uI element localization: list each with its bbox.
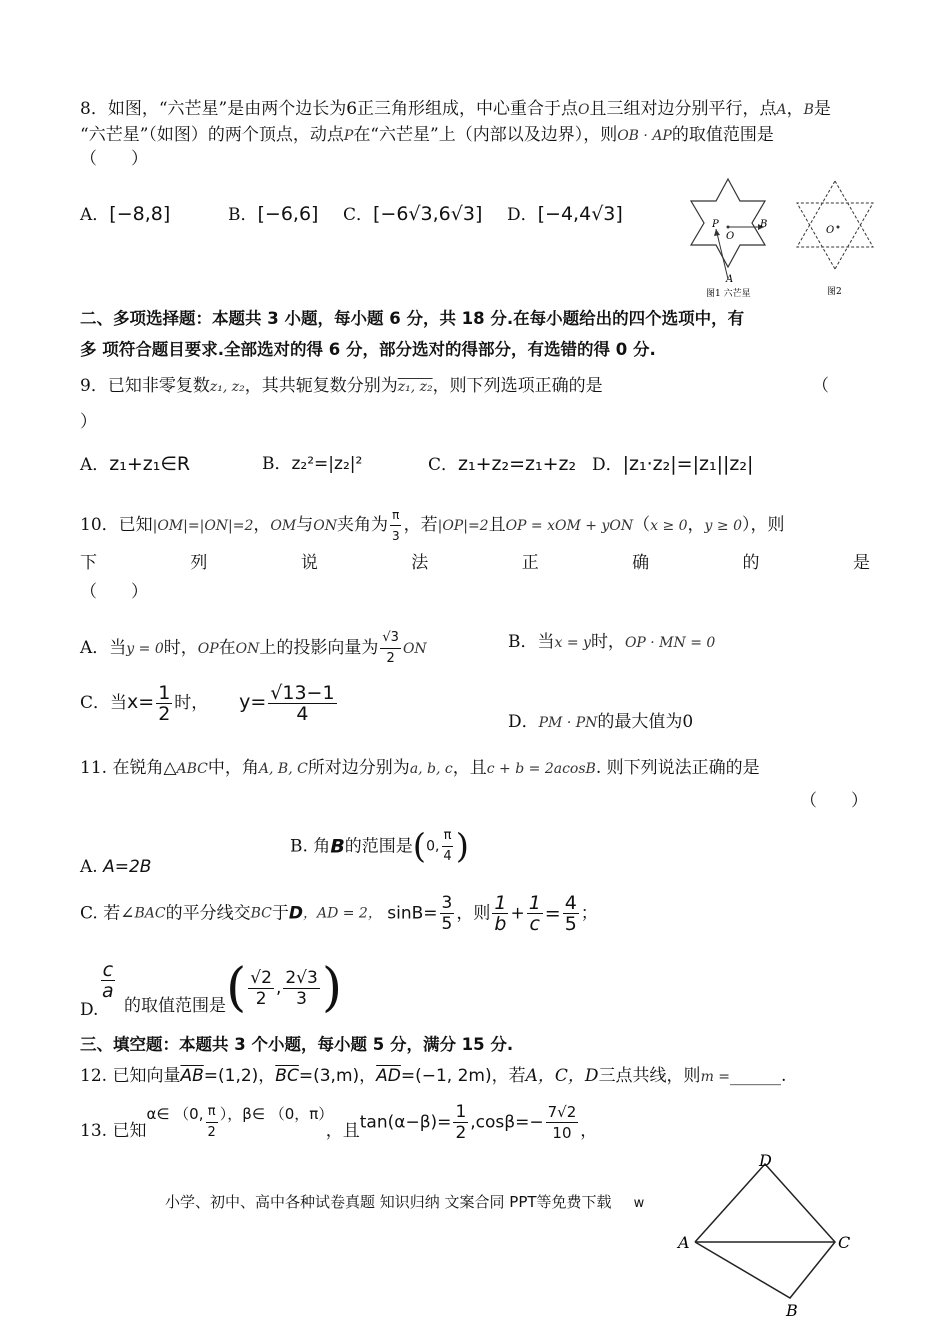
q12-answer-blank: ______.	[730, 1066, 787, 1086]
q9-option-a: A．z₁+z₁∈R	[80, 453, 191, 475]
section2-heading-line1: 二、多项选择题：本题共 3 小题，每小题 6 分，共 18 分.在每小题给出的四个选项中，有	[80, 309, 745, 328]
q8-paren: （ ）	[80, 149, 148, 169]
fig1-caption: 图1 六芒星	[706, 289, 751, 299]
q8-line2: “六芒星”（如图）的两个顶点，动点P在“六芒星”上（内部以及边界），则OB · AP的取值范围是	[80, 125, 774, 145]
q11-stem: 11. 在锐角△ABC中，角A, B, C所对边分别为a, b, c，且c + b = 2acosB. 则下列说法正确的是	[80, 758, 760, 778]
q11-option-c: C. 若∠BAC的平分线交BC于D，AD = 2， sinB= $\frac{3}{5}$ ，则 $\frac{1}{b}$ + $\frac{1}{c}$ = $\frac{4}{5}$ ；	[80, 892, 598, 935]
q10-spread-line: 下 列 说 法 正 确 的 是	[80, 553, 870, 573]
q10-option-d: D．PM · PN的最大值为0	[508, 712, 694, 732]
q9-paren-open: （	[812, 376, 829, 396]
q9-option-b: B．z₂²=|z₂|²	[262, 454, 363, 474]
q8-option-b: B．[−6,6]	[228, 203, 319, 225]
q10-stem: 10．已知|OM|=|ON|=2，OM与ON夹角为 $\frac{\pi}{3}$ ，若|OP|=2且OP = xOM + yON（x ≥ 0，y ≥ 0），则	[80, 505, 870, 546]
q10-paren: （ ）	[80, 582, 148, 602]
q11-option-d: $\frac{c}{a}$ D. 的取值范围是( $\frac{√2}{2}$ , $\frac{2√3}{3}$ )	[80, 958, 343, 1020]
section3-heading: 三、填空题：本题共 3 个小题，每小题 5 分，满分 15 分.	[80, 1035, 514, 1054]
q11-option-b: B. 角B的范围是(0, $\frac{\pi}{4}$ )	[290, 826, 469, 867]
q8-option-a: A．[−8,8]	[80, 203, 171, 225]
fig1-label-p: P	[712, 219, 719, 230]
fig1-label-a: A	[726, 274, 734, 285]
fig1-label-o: O	[726, 231, 735, 242]
fig2-caption: 图2	[827, 287, 842, 297]
section2-heading-line2: 多 项符合题目要求.全部选对的得 6 分，部分选对的得部分，有选错的得 0 分.	[80, 340, 656, 359]
hexagram-figure-2	[797, 181, 873, 297]
fig1-label-b: B	[760, 219, 768, 230]
hexagram-figure-1	[691, 179, 767, 299]
q10-option-c: C．当x= $\frac{1}{2}$ 时， y= $\frac{√13-1}{4}$	[80, 682, 335, 725]
fig-label-b: B	[786, 1301, 798, 1320]
q13-stem: 13. 已知α∈ （0, $\frac{\pi}{2}$ ），β∈ （0，π），且tan(α−β)= $\frac{1}{2}$ ,cosβ=− $\frac{7√2}{10}$ ，	[80, 1102, 598, 1143]
q8-option-d: D．[−4,4√3]	[507, 203, 623, 225]
hexagram-figures	[680, 175, 880, 300]
q10-option-b: B．当x = y时，OP · MN = 0	[508, 632, 716, 652]
quadrilateral-figure	[670, 1150, 870, 1320]
q8-option-c: C．[−6√3,6√3]	[343, 203, 483, 225]
footer-ad: 小学、初中、高中各种试卷真题 知识归纳 文案合同 PPT等免费下载 w	[165, 1193, 645, 1211]
q11-paren: （ ）	[800, 791, 868, 811]
q8-line1: 8．如图，“六芒星”是由两个边长为6正三角形组成，中心重合于点O且三组对边分别平行，点A，B是	[80, 99, 831, 119]
q9-stem: 9．已知非零复数z₁, z₂，其共轭复数分别为z₁, z₂，则下列选项正确的是	[80, 376, 603, 396]
fig-label-d: D	[759, 1151, 772, 1170]
fig2-label-o: O	[826, 225, 835, 236]
q9-option-d: D．|z₁·z₂|=|z₁||z₂|	[592, 453, 754, 475]
q11-option-a: A. A=2B	[80, 857, 152, 877]
q9-paren-close: ）	[80, 412, 97, 432]
q9-option-c: C．z₁+z₂=z₁+z₂	[428, 453, 577, 475]
q12-stem: 12. 已知向量$\overline{AB}=(1,2)$，$\overline{BC}=(3,m)$，$\overline{AD}=(-1$, 2m)，若A，C，D三点共线，则m =______.	[80, 1066, 787, 1086]
q10-option-a: A．当y = 0时，OP在ON上的投影向量为 $\frac{√3}{2}$ ON	[80, 630, 427, 666]
fig-label-c: C	[838, 1233, 851, 1252]
fig-label-a: A	[678, 1233, 690, 1252]
